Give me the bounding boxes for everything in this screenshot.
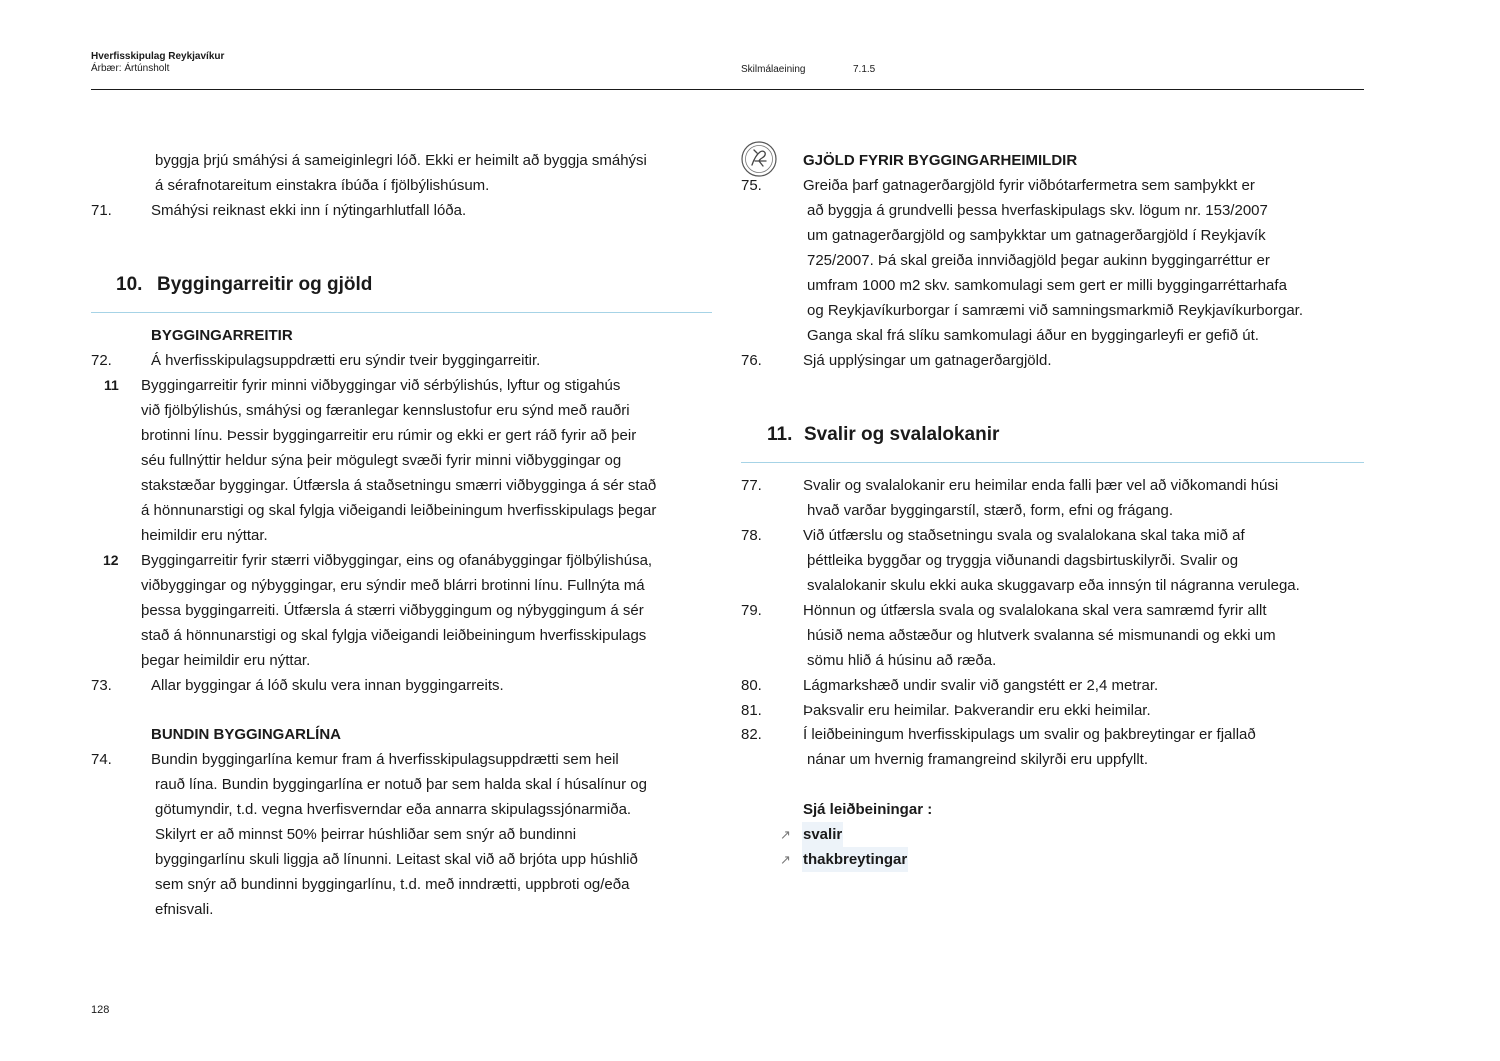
item-line: Byggingarreitir fyrir stærri viðbyggingar, eins og ofanábyggingar fjölbýlishúsa, xyxy=(141,552,653,569)
page-number: 128 xyxy=(91,1004,110,1016)
item-line: sömu hlið á húsinu að ræða. xyxy=(807,652,997,669)
item-line: Ganga skal frá slíku samkomulagi áður en byggingarleyfi er gefið út. xyxy=(807,327,1259,344)
item-line: hvað varðar byggingarstíl, stærð, form, efni og frágang. xyxy=(807,502,1174,519)
section-code: 7.1.5 xyxy=(853,64,876,75)
guide-link-svalir[interactable]: svalir xyxy=(802,822,843,847)
item-number: 75. xyxy=(741,177,762,194)
item-number: 71. xyxy=(91,202,112,219)
document-title: Hverfisskipulag Reykjavíkur xyxy=(91,51,225,62)
item-line: viðbyggingar og nýbyggingar, eru sýndir með blárri brotinni línu. Fullnýta má xyxy=(141,577,645,594)
map-reference-number: 12 xyxy=(103,552,119,568)
item-text: Smáhýsi reiknast ekki inn í nýtingarhlutfall lóða. xyxy=(151,202,467,219)
subheading: GJÖLD FYRIR BYGGINGARHEIMILDIR xyxy=(803,152,1078,169)
item-text: Á hverfisskipulagsuppdrætti eru sýndir tveir byggingarreitir. xyxy=(151,352,541,369)
section-label: Skilmálaeining xyxy=(741,64,806,75)
item-line: Í leiðbeiningum hverfisskipulags um svalir og þakbreytingar er fjallað xyxy=(803,726,1256,743)
item-number: 81. xyxy=(741,702,762,719)
heading-divider xyxy=(91,312,712,313)
item-line: nánar um hvernig framangreind skilyrði eru uppfyllt. xyxy=(807,751,1148,768)
item-number: 82. xyxy=(741,726,762,743)
section-heading-number: 11. xyxy=(767,424,793,445)
item-line: á hönnunarstigi og skal fylgja viðeigandi leiðbeiningum hverfisskipulags þegar xyxy=(141,502,657,519)
item-line: og Reykjavíkurborgar í samræmi við samningsmarkmið Reykjavíkurborgar. xyxy=(807,302,1303,319)
item-line: umfram 1000 m2 skv. samkomulagi sem gert er milli byggingarréttarhafa xyxy=(807,277,1287,294)
item-line: 725/2007. Þá skal greiða innviðagjöld þegar aukinn byggingarréttur er xyxy=(807,252,1270,269)
subheading: BYGGINGARREITIR xyxy=(151,327,293,344)
item-line: þegar heimildir eru nýttar. xyxy=(141,652,311,669)
intro-line: byggja þrjú smáhýsi á sameiginlegri lóð. Ekki er heimilt að byggja smáhýsi xyxy=(155,152,647,169)
item-number: 80. xyxy=(741,677,762,694)
item-number: 72. xyxy=(91,352,112,369)
section-heading: Svalir og svalalokanir xyxy=(804,424,1000,445)
item-line: brotinni línu. Þessir byggingarreitir eru rúmir og ekki er gert ráð fyrir að þeir xyxy=(141,427,637,444)
item-line: byggingarlínu skuli liggja að línunni. Leitast skal við að brjóta upp húshlið xyxy=(155,851,638,868)
document-subtitle: Árbær: Ártúnsholt xyxy=(91,63,170,74)
item-line: Svalir og svalalokanir eru heimilar enda falli þær vel að viðkomandi húsi xyxy=(803,477,1279,494)
item-number: 76. xyxy=(741,352,762,369)
item-number: 78. xyxy=(741,527,762,544)
item-line: Byggingarreitir fyrir minni viðbyggingar við sérbýlishús, lyftur og stigahús xyxy=(141,377,621,394)
item-line: rauð lína. Bundin byggingarlína er notuð þar sem halda skal í húsalínur og xyxy=(155,776,647,793)
item-number: 73. xyxy=(91,677,112,694)
item-line: götumyndir, t.d. vegna hverfisverndar eða annarra skipulagssjónarmiða. xyxy=(155,801,632,818)
guide-link-thakbreytingar[interactable]: thakbreytingar xyxy=(802,847,908,872)
item-number: 79. xyxy=(741,602,762,619)
item-text: Þaksvalir eru heimilar. Þakverandir eru ekki heimilar. xyxy=(803,702,1151,719)
item-line: um gatnagerðargjöld og samþykktar um gatnagerðargjöld í Reykjavík xyxy=(807,227,1266,244)
item-line: húsið nema aðstæður og hlutverk svalanna sé mismunandi og ekki um xyxy=(807,627,1276,644)
item-line: svalalokanir skulu ekki auka skuggavarp eða innsýn til nágranna verulega. xyxy=(807,577,1300,594)
item-line: stað á hönnunarstigi og skal fylgja viðeigandi leiðbeiningum hverfisskipulags xyxy=(141,627,647,644)
item-line: stakstæðar byggingar. Útfærsla á staðsetningu smærri viðbygginga á sér stað xyxy=(141,477,657,494)
subheading: BUNDIN BYGGINGARLÍNA xyxy=(151,726,341,743)
item-line: sem snýr að bundinni byggingarlínu, t.d. með inndrætti, uppbroti og/eða xyxy=(155,876,630,893)
item-line: Bundin byggingarlína kemur fram á hverfisskipulagsuppdrætti sem heil xyxy=(151,751,619,768)
external-link-icon: ↗ xyxy=(780,827,791,842)
item-text: Lágmarkshæð undir svalir við gangstétt er 2,4 metrar. xyxy=(803,677,1159,694)
city-seal-icon xyxy=(741,141,777,177)
header-divider xyxy=(91,89,1364,90)
section-heading-number: 10. xyxy=(116,274,143,295)
heading-divider xyxy=(741,462,1364,463)
guides-label: Sjá leiðbeiningar : xyxy=(803,801,933,818)
item-text: Allar byggingar á lóð skulu vera innan byggingarreits. xyxy=(151,677,504,694)
item-line: Hönnun og útfærsla svala og svalalokana skal vera samræmd fyrir allt xyxy=(803,602,1267,619)
item-text: Sjá upplýsingar um gatnagerðargjöld. xyxy=(803,352,1052,369)
external-link-icon: ↗ xyxy=(780,852,791,867)
item-line: við fjölbýlishús, smáhýsi og færanlegar kennslustofur eru sýnd með rauðri xyxy=(141,402,630,419)
item-line: efnisvali. xyxy=(155,901,214,918)
item-line: þéttleika byggðar og tryggja viðunandi dagsbirtuskilyrði. Svalir og xyxy=(807,552,1239,569)
item-line: að byggja á grundvelli þessa hverfaskipulags skv. lögum nr. 153/2007 xyxy=(807,202,1268,219)
item-number: 77. xyxy=(741,477,762,494)
item-line: séu fullnýttir heldur sýna þeir mögulegt svæði fyrir minni viðbyggingar og xyxy=(141,452,622,469)
item-line: heimildir eru nýttar. xyxy=(141,527,268,544)
map-reference-number: 11 xyxy=(104,377,119,393)
item-line: Við útfærslu og staðsetningu svala og svalalokana skal taka mið af xyxy=(803,527,1245,544)
item-line: Greiða þarf gatnagerðargjöld fyrir viðbótarfermetra sem samþykkt er xyxy=(803,177,1255,194)
intro-line: á sérafnotareitum einstakra íbúða í fjölbýlishúsum. xyxy=(155,177,490,194)
section-heading: Byggingarreitir og gjöld xyxy=(157,274,373,295)
item-line: Skilyrt er að minnst 50% þeirrar húshliðar sem snýr að bundinni xyxy=(155,826,577,843)
item-number: 74. xyxy=(91,751,112,768)
item-line: þessa byggingarreiti. Útfærsla á stærri viðbyggingum og nýbyggingum á sér xyxy=(141,602,644,619)
